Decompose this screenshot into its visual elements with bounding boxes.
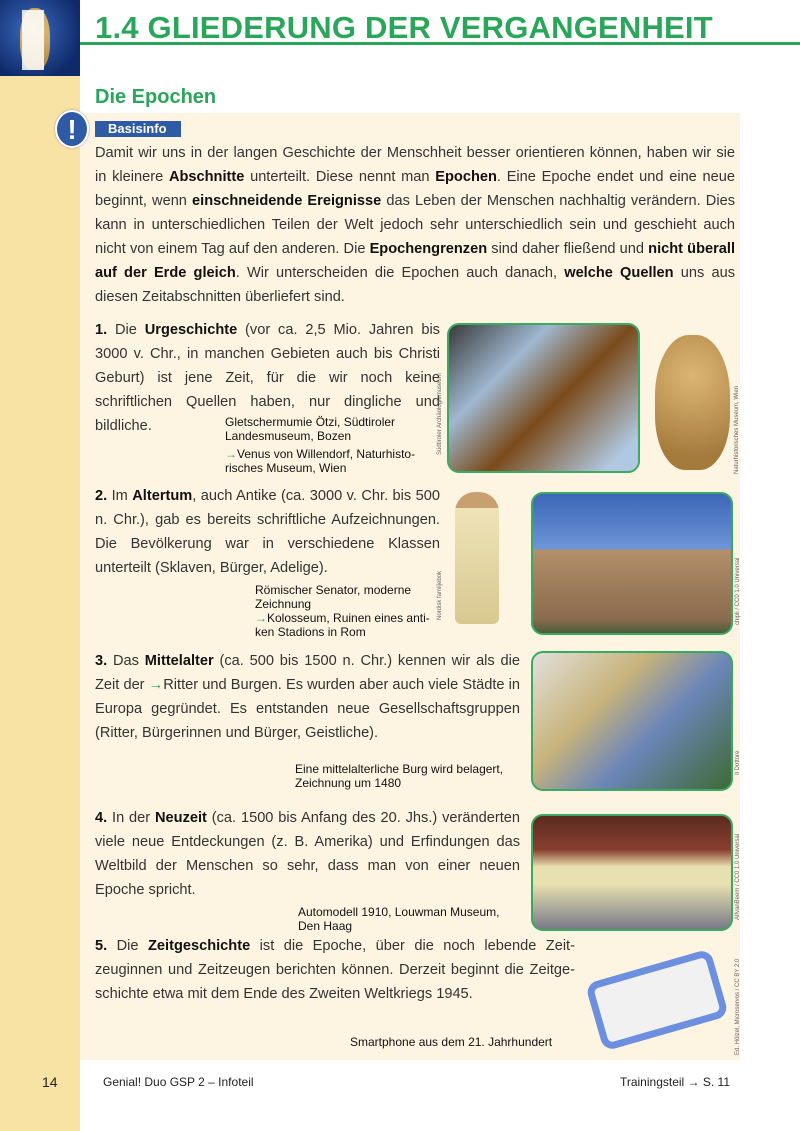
caption-text: Venus von Willendorf, Naturhistorisches Museum, Wien bbox=[225, 447, 416, 475]
section-altertum bbox=[95, 484, 440, 580]
image-credit: Südtiroler Archäologiemuseum bbox=[437, 373, 443, 455]
text-segment: unterteilt. Diese nennt man bbox=[244, 169, 436, 185]
bold-term: Neuzeit bbox=[155, 810, 207, 826]
bold-term: Mittelalter bbox=[144, 653, 214, 669]
text-segment: Im bbox=[107, 488, 133, 504]
caption-venus bbox=[225, 447, 425, 475]
venus-image bbox=[655, 335, 730, 470]
bold-term: einschneidende Ereignisse bbox=[192, 193, 382, 209]
image-credit: chipli / CC0 1.0 Universal bbox=[735, 557, 741, 625]
training-link[interactable]: Trainingsteil → S. 11 bbox=[619, 1075, 730, 1089]
text-segment: uns aus diesen Zeitabschnitten überliefert sind. bbox=[95, 265, 735, 305]
page-number: 14 bbox=[42, 1074, 58, 1090]
section-heading: Die Epochen bbox=[95, 86, 217, 108]
text-segment: das Leben der Menschen nachhaltig verändern. Dies kann in unterschiedlichen Teilen der Welt jedoch sehr unterschiedlich sein und geschieht auch nicht von einem Tag auf den anderen. Die bbox=[95, 193, 735, 257]
bold-term: nicht überall auf der Erde gleich bbox=[95, 241, 736, 281]
image-credit: Il Dottore bbox=[735, 750, 741, 775]
arrow-icon: → bbox=[148, 677, 164, 693]
bold-term: Zeitgeschichte bbox=[148, 938, 251, 954]
senator-image bbox=[455, 492, 499, 624]
left-margin-strip bbox=[0, 0, 80, 1131]
colosseum-image bbox=[531, 492, 733, 635]
bold-term: 2. bbox=[95, 488, 108, 504]
text-segment: Das bbox=[107, 653, 145, 669]
castle-image bbox=[531, 651, 733, 791]
caption-smartphone: Smartphone aus dem 21. Jahrhundert bbox=[350, 1035, 553, 1049]
basisinfo-badge: Basisinfo bbox=[95, 121, 181, 137]
image-credit: AlfvanBeem / CC0 1.0 Universal bbox=[735, 833, 741, 920]
text-segment: (vor ca. 2,5 Mio. Jahren bis 3000 v. Chr., in manchen Gebieten auch bis Christi Geburt) ist jene Zeit, für die wir noch keine schriftlichen Quellen haben, nur dingliche und bildliche. bbox=[95, 322, 440, 434]
text-segment: . Eine Epoche endet und eine neue beginnt, wenn bbox=[95, 169, 736, 209]
chapter-thumbnail bbox=[0, 0, 80, 76]
oetzi-image bbox=[447, 323, 640, 473]
arrow-icon: → bbox=[225, 447, 237, 461]
bold-term: 1. bbox=[95, 322, 108, 338]
section-mittelalter bbox=[95, 649, 520, 745]
page-title: 1.4 GLIEDERUNG DER VERGANGENHEIT bbox=[95, 10, 713, 45]
intro-paragraph bbox=[95, 141, 735, 309]
text-segment: Die bbox=[107, 322, 145, 338]
text-segment: Damit wir uns in der langen Geschichte der Menschheit besser orientieren können, haben wir sie in kleinere bbox=[95, 145, 735, 185]
image-credit: Ed. Hölzel, Microservos / CC BY 2.0 bbox=[735, 958, 741, 1055]
caption-senator: Römischer Senator, moderne Zeichnung bbox=[255, 583, 412, 611]
bold-term: 4. bbox=[95, 810, 108, 826]
text-segment: ist die Epoche, über die noch lebende Zeitzeuginnen und Zeitzeugen berichten können. Derzeit beginnt die Zeitgeschichte etwa mit dem Ende des Zweiten Weltkriegs 1945. bbox=[95, 938, 575, 1002]
text-segment: Die bbox=[107, 938, 148, 954]
bold-term: Epochen bbox=[435, 169, 497, 185]
bold-term: 5. bbox=[95, 938, 108, 954]
caption-castle: Eine mittelalterliche Burg wird belagert, Zeichnung um 1480 bbox=[295, 762, 504, 790]
text-segment: sind daher fließend und bbox=[487, 241, 649, 257]
bold-term: welche Quellen bbox=[564, 265, 674, 281]
text-segment: In der bbox=[107, 810, 156, 826]
book-title: Genial! Duo GSP 2 – Infoteil bbox=[103, 1075, 254, 1089]
section-zeitgeschichte bbox=[95, 934, 575, 1006]
caption-text: Kolosseum, Ruinen eines antiken Stadions in Rom bbox=[255, 611, 430, 639]
exclamation-icon: ! bbox=[55, 110, 89, 148]
text-segment: (ca. 1500 bis Anfang des 20. Jhs.) veränderten viele neue Entdeckungen (z. B. Amerika) und Erfindungen das Weltbild der Menschen so sehr, dass man von einer neuen Epoche spricht. bbox=[95, 810, 520, 898]
bold-term: Abschnitte bbox=[168, 169, 245, 185]
text-segment: . Wir unterscheiden die Epochen auch danach, bbox=[235, 265, 565, 281]
image-credit: Nordisk familjebok bbox=[437, 570, 443, 620]
bold-term: 3. bbox=[95, 653, 108, 669]
caption-colosseum bbox=[255, 611, 435, 639]
bold-term: Urgeschichte bbox=[144, 322, 238, 338]
arrow-icon: → bbox=[255, 611, 267, 625]
text-segment: (ca. 500 bis 1500 n. Chr.) kennen wir als die Zeit der bbox=[95, 653, 521, 693]
bold-term: Altertum bbox=[132, 488, 193, 504]
text-segment: , auch Antike (ca. 3000 v. Chr. bis 500 n. Chr.), gab es bereits schriftliche Aufzeichnungen. Die Bevölkerung war in verschiedene Klassen unterteilt (Sklaven, Bürger, Adelige). bbox=[95, 488, 440, 576]
text-segment: Ritter und Burgen. Es wurden aber auch viele Städte in Europa gegründet. Es entstanden neue Gesellschaftsgruppen (Ritter, Bürgerinnen und Bürger, Geistliche). bbox=[95, 677, 521, 741]
caption-oetzi: Gletschermumie Ötzi, Südtiroler Landesmuseum, Bozen bbox=[225, 415, 396, 443]
caption-car: Automodell 1910, Louwman Museum, Den Haag bbox=[298, 905, 500, 933]
chapter-number-graphic bbox=[22, 10, 44, 70]
bold-term: Epochengrenzen bbox=[369, 241, 488, 257]
image-credit: Naturhistorisches Museum, Wien bbox=[734, 385, 740, 474]
section-neuzeit bbox=[95, 806, 520, 902]
car-image bbox=[531, 814, 733, 931]
